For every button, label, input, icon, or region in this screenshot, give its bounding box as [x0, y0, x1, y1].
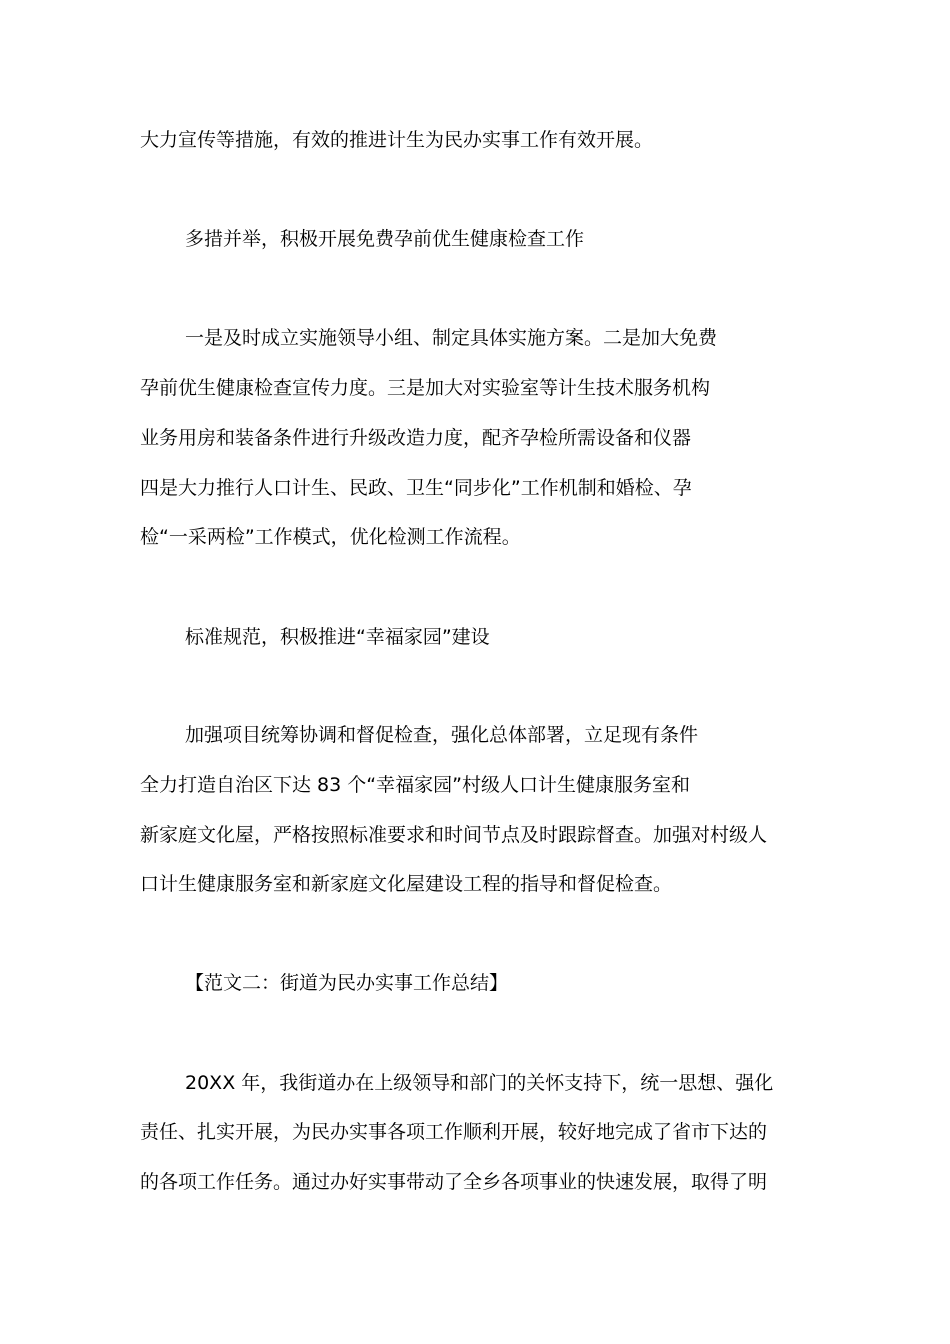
text-line: 的各项工作任务。通过办好实事带动了全乡各项事业的快速发展，取得了明 — [140, 1171, 768, 1193]
text-line: 四是大力推行人口计生、民政、卫生“同步化”工作机制和婚检、孕 — [140, 477, 692, 499]
section-heading: 标准规范，积极推进“幸福家园”建设 — [185, 626, 490, 648]
text-line: 全力打造自治区下达 83 个“幸福家园”村级人口计生健康服务室和 — [140, 774, 690, 796]
section-heading: 【范文二：街道为民办实事工作总结】 — [185, 972, 509, 994]
text-line: 检“一采两检”工作模式，优化检测工作流程。 — [140, 526, 521, 548]
text-line: 业务用房和装备条件进行升级改造力度，配齐孕检所需设备和仪器 — [140, 427, 692, 449]
text-line: 加强项目统筹协调和督促检查，强化总体部署，立足现有条件 — [185, 724, 699, 746]
text-line: 责任、扎实开展，为民办实事各项工作顺利开展，较好地完成了省市下达的 — [140, 1121, 768, 1143]
text-line: 大力宣传等措施，有效的推进计生为民办实事工作有效开展。 — [140, 129, 654, 151]
text-line: 20XX 年，我街道办在上级领导和部门的关怀支持下，统一思想、强化 — [185, 1072, 774, 1094]
text-line: 一是及时成立实施领导小组、制定具体实施方案。二是加大免费 — [185, 327, 718, 349]
section-heading: 多措并举，积极开展免费孕前优生健康检查工作 — [185, 228, 585, 250]
text-line: 口计生健康服务室和新家庭文化屋建设工程的指导和督促检查。 — [140, 873, 673, 895]
text-line: 新家庭文化屋，严格按照标准要求和时间节点及时跟踪督查。加强对村级人 — [140, 824, 768, 846]
text-line: 孕前优生健康检查宣传力度。三是加大对实验室等计生技术服务机构 — [140, 377, 711, 399]
